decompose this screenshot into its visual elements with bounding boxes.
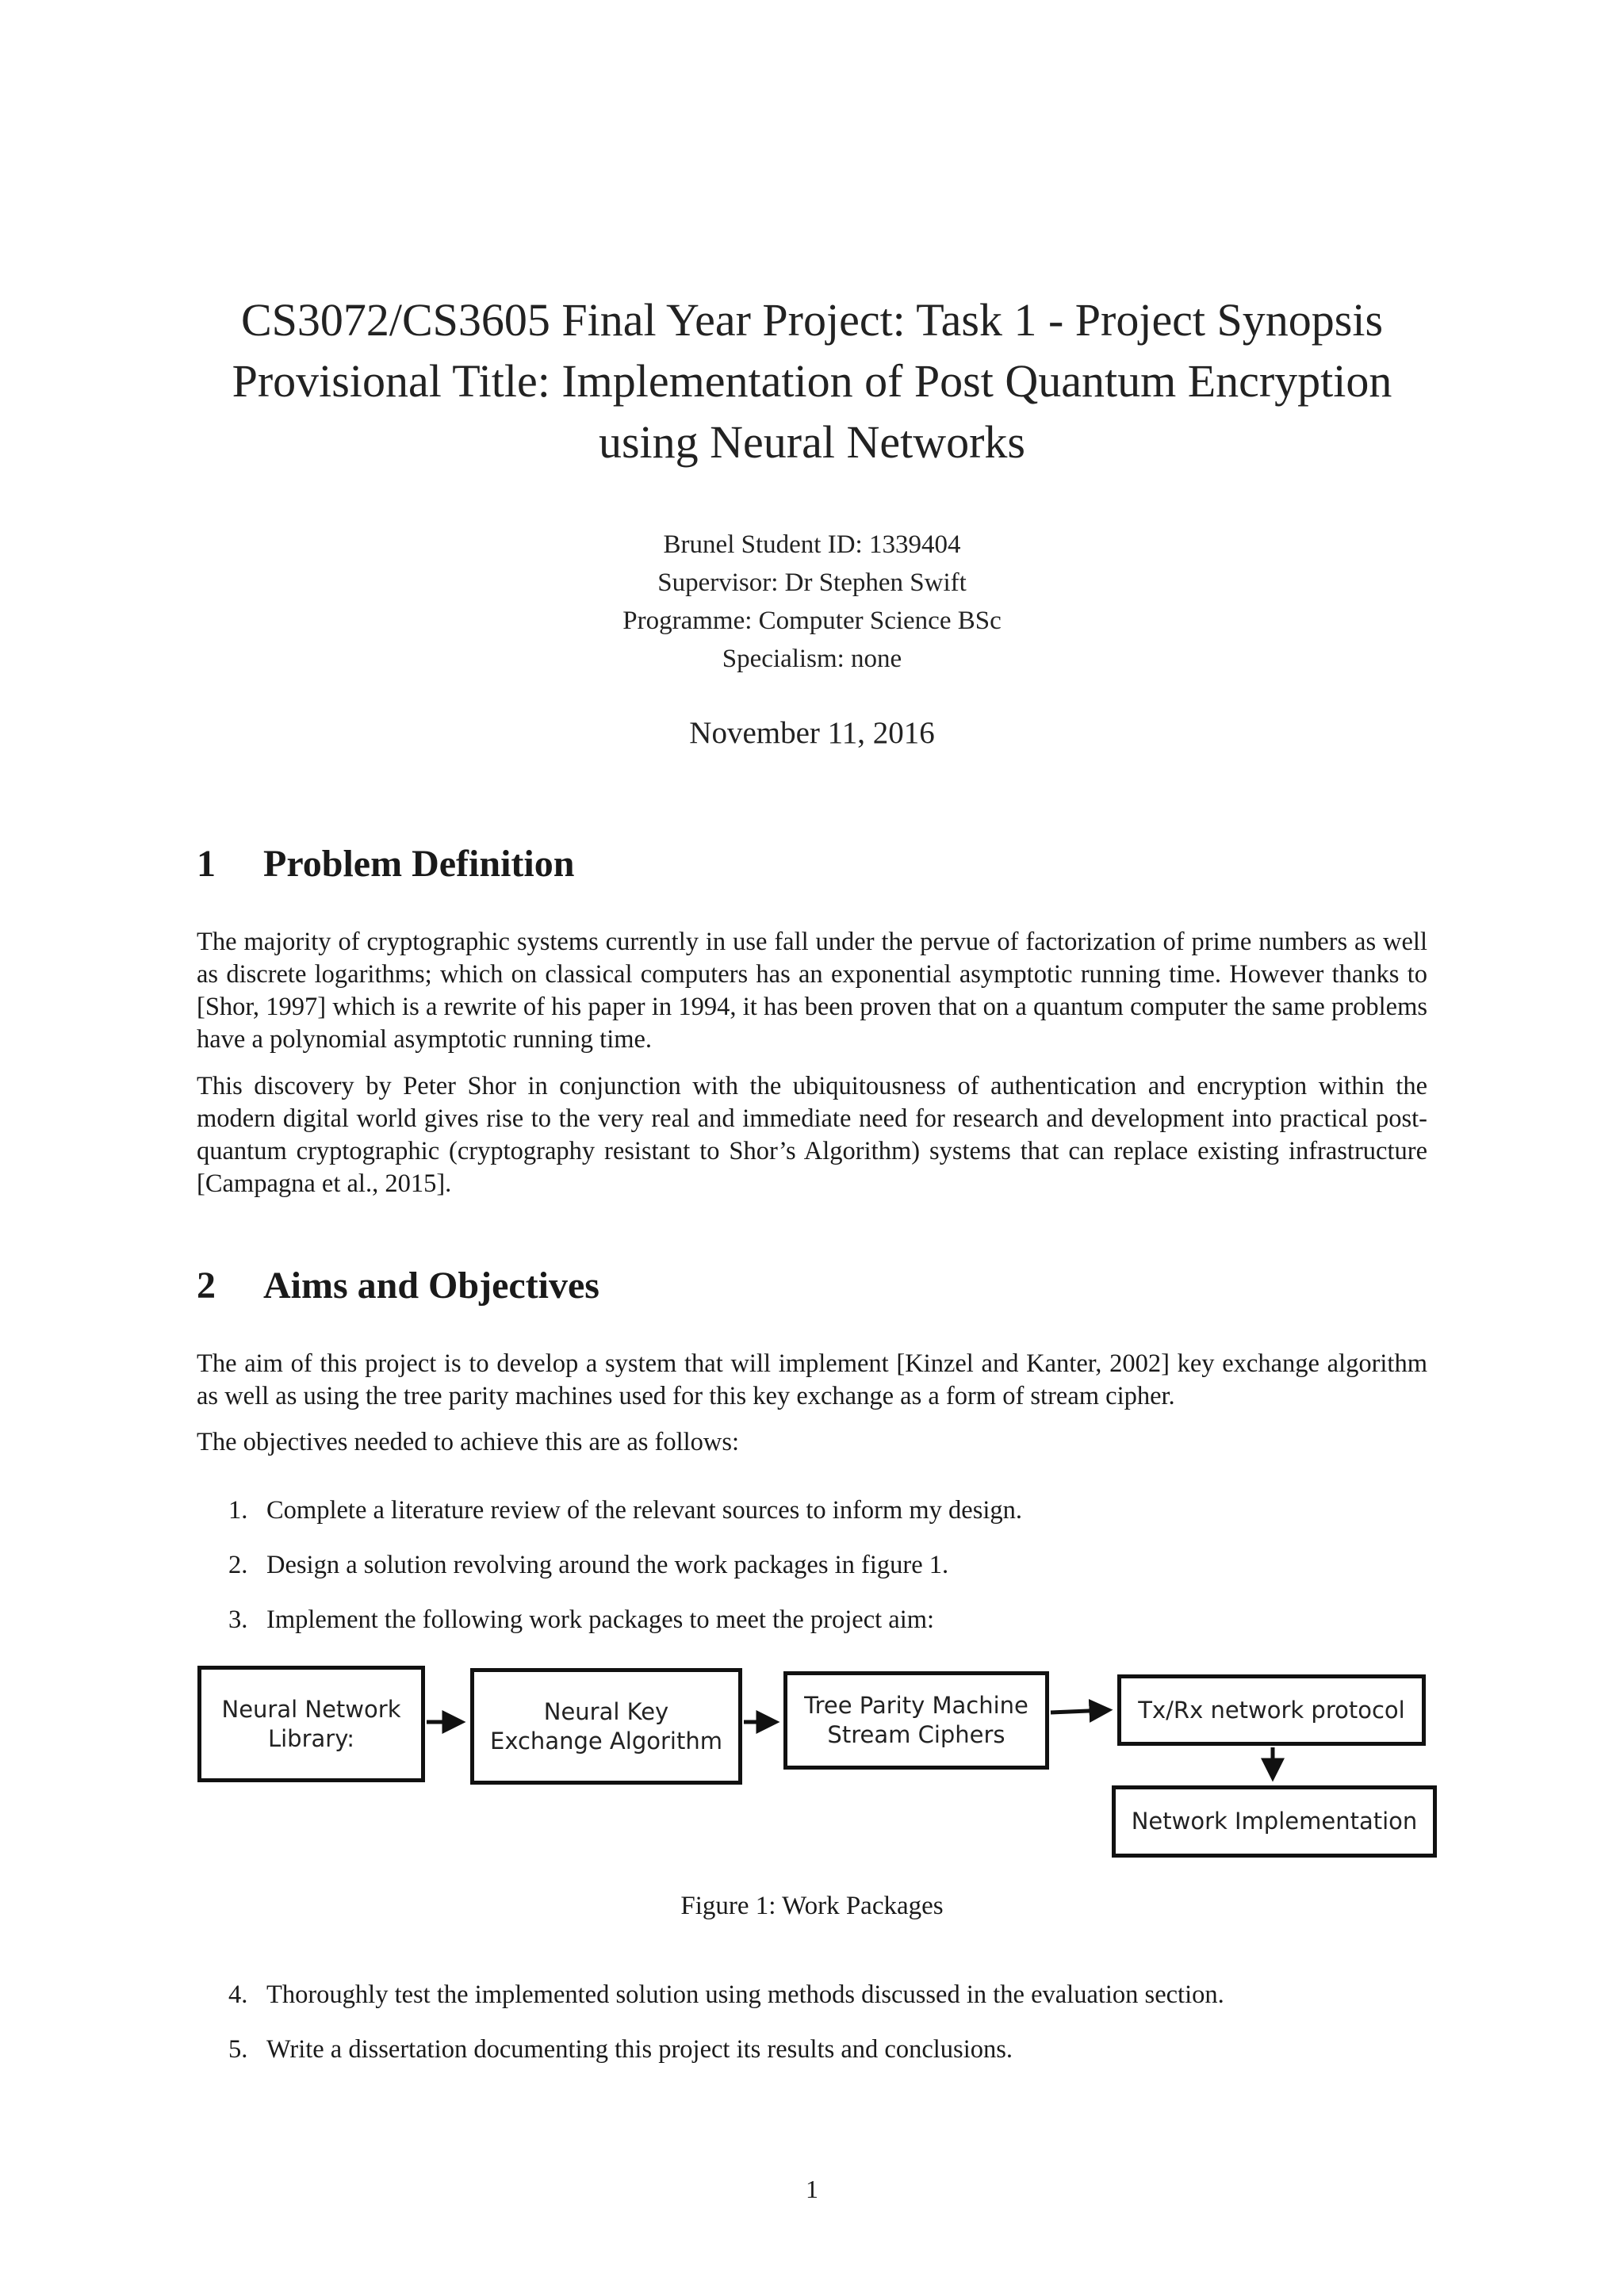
supervisor: Supervisor: Dr Stephen Swift: [657, 568, 967, 597]
section-1-title: Problem Definition: [263, 843, 575, 885]
paper-title: [159, 289, 1465, 473]
section-2-heading: [197, 1262, 599, 1310]
paper-date: November 11, 2016: [689, 716, 935, 750]
wp-box-network-implementation: [1112, 1785, 1437, 1858]
list-item-number: 4.: [228, 1980, 248, 2009]
section-2-paragraph-1-text: The aim of this project is to develop a system that will implement [Kinzel and Kanter, 2002] key exchange algorithm as well as using the tree parity machines used for this key exchange as a form of stream cipher.: [197, 1349, 1427, 1410]
list-item: [228, 1549, 1434, 1582]
list-item-number: 2.: [228, 1551, 248, 1579]
arrow-3: [1051, 1710, 1107, 1712]
wp-box-line: Neural Key: [543, 1697, 669, 1725]
section-2-paragraph-2-text: The objectives needed to achieve this are as follows:: [197, 1428, 740, 1456]
list-item-text: Write a dissertation documenting this project its results and conclusions.: [266, 2035, 1013, 2064]
wp-box-line: Exchange Algorithm: [490, 1727, 722, 1755]
wp-box-txrx-protocol: [1117, 1674, 1426, 1746]
list-item: [228, 1604, 1434, 1636]
wp-box-tree-parity-machine: [783, 1671, 1049, 1770]
page-number: 1: [806, 2175, 818, 2203]
student-id: Brunel Student ID: 1339404: [663, 530, 961, 559]
list-item: [228, 2034, 1434, 2066]
wp-box-neural-key-exchange: [470, 1668, 742, 1785]
wp-box-line: Neural Network: [221, 1695, 401, 1723]
list-item-text: Implement the following work packages to meet the project aim:: [266, 1605, 935, 1634]
section-2-paragraph-2: [197, 1426, 1427, 1459]
section-1-paragraph-2: [197, 1070, 1427, 1200]
wp-box-line: Tx/Rx network protocol: [1138, 1696, 1405, 1724]
figure-caption: Figure 1: Work Packages: [680, 1892, 944, 1920]
section-1-number: 1: [197, 843, 216, 885]
section-1-paragraph-2-text: This discovery by Peter Shor in conjunction with the ubiquitousness of authentication and encryption within the modern digital world gives rise to the very real and immediate need for research and development into practical post-quantum cryptographic (cryptography resistant to Shor’s Algorithm) systems that can replace existing infrastructure [Campagna et al., 2015].: [197, 1072, 1427, 1198]
specialism: Specialism: none: [722, 645, 902, 673]
list-item: [228, 1494, 1434, 1527]
list-item: [228, 1979, 1434, 2011]
section-1-paragraph-1: [197, 926, 1427, 1056]
list-item-text: Complete a literature review of the relevant sources to inform my design.: [266, 1496, 1023, 1525]
title-line-2: Provisional Title: Implementation of Post Quantum Encryption: [232, 355, 1392, 407]
wp-box-line: Network Implementation: [1131, 1808, 1418, 1835]
list-item-number: 3.: [228, 1605, 248, 1634]
section-2-title: Aims and Objectives: [263, 1265, 599, 1307]
title-line-1: CS3072/CS3605 Final Year Project: Task 1 - Project Synopsis: [240, 294, 1384, 346]
list-item-number: 1.: [228, 1496, 248, 1525]
section-1-heading: [197, 840, 574, 888]
wp-box-line: Stream Ciphers: [827, 1721, 1005, 1748]
section-2-number: 2: [197, 1265, 216, 1307]
programme: Programme: Computer Science BSc: [622, 607, 1002, 635]
title-line-3: using Neural Networks: [598, 416, 1025, 468]
wp-box-line: Library:: [267, 1724, 355, 1752]
list-item-number: 5.: [228, 2035, 248, 2064]
wp-box-line: Tree Parity Machine: [804, 1692, 1028, 1719]
list-item-text: Thoroughly test the implemented solution using methods discussed in the evaluation section.: [266, 1980, 1224, 2009]
section-1-paragraph-1-text: The majority of cryptographic systems currently in use fall under the pervue of factorization of prime numbers as well as discrete logarithms; which on classical computers has an exponential asymptotic running time. However thanks to [Shor, 1997] which is a rewrite of his paper in 1994, it has been proven that on a quantum computer the same problems have a polynomial asymptotic running time.: [197, 928, 1427, 1054]
wp-box-neural-network-library: [197, 1666, 425, 1782]
section-2-paragraph-1: [197, 1348, 1427, 1413]
author-meta: [159, 526, 1465, 678]
list-item-text: Design a solution revolving around the work packages in figure 1.: [266, 1551, 949, 1579]
